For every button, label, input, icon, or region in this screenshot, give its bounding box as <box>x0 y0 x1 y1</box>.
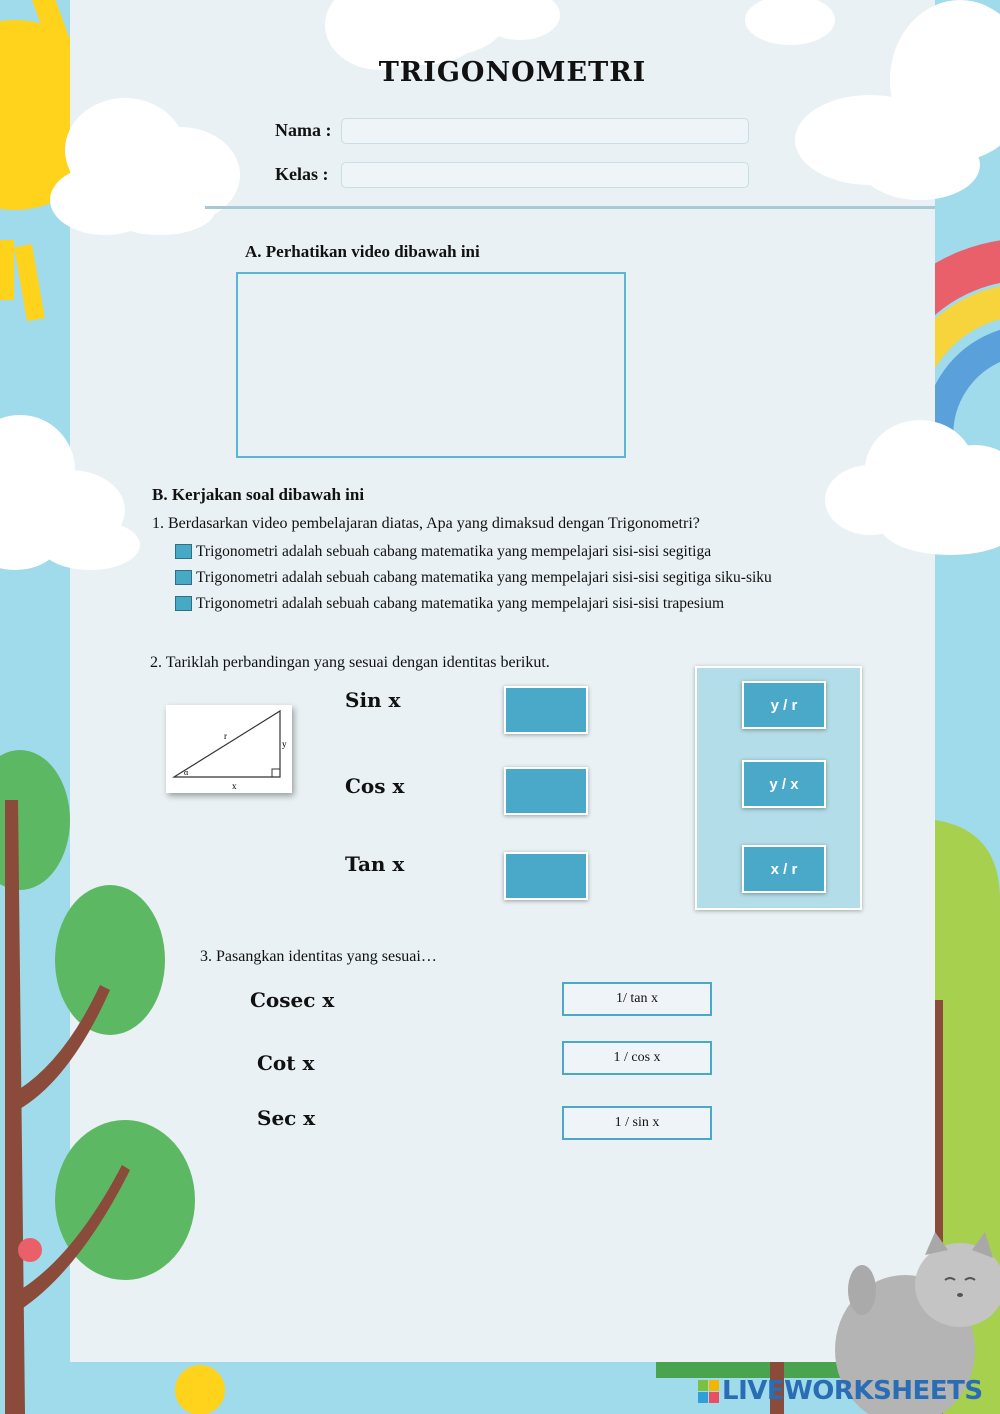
name-input[interactable] <box>341 118 749 144</box>
option-2-checkbox[interactable] <box>175 570 192 585</box>
angle-label: α <box>184 768 189 777</box>
question-1-text: 1. Berdasarkan video pembelajaran diatas, Apa yang dimaksud dengan Trigonometri? <box>152 515 700 532</box>
class-label: Kelas : <box>275 164 329 184</box>
tan-label: Tan x <box>345 852 405 876</box>
match-option-3-sin[interactable]: 1 / sin x <box>562 1106 712 1140</box>
question-3-text: 3. Pasangkan identitas yang sesuai… <box>200 948 437 965</box>
sec-label: Sec x <box>257 1106 316 1130</box>
tree-icon <box>0 750 225 1414</box>
triangle-image <box>166 705 292 793</box>
option-1-checkbox[interactable] <box>175 544 192 559</box>
cos-label: Cos x <box>345 774 405 798</box>
opp-label: y <box>282 739 287 749</box>
cos-drop-target[interactable] <box>504 767 588 815</box>
cosec-label: Cosec x <box>250 988 335 1012</box>
sin-label: Sin x <box>345 688 401 712</box>
option-1-label: Trigonometri adalah sebuah cabang matematika yang mempelajari sisi-sisi segitiga <box>196 543 712 560</box>
sin-drop-target[interactable] <box>504 686 588 734</box>
cot-label: Cot x <box>257 1051 315 1075</box>
cloud-icon <box>0 415 140 570</box>
page-title: TRIGONOMETRI <box>378 57 647 88</box>
liveworksheets-logo-icon <box>698 1380 720 1404</box>
class-input[interactable] <box>341 162 749 188</box>
option-3-label: Trigonometri adalah sebuah cabang matematika yang mempelajari sisi-sisi trapesium <box>196 595 725 612</box>
adj-label: x <box>232 781 237 791</box>
tan-drop-target[interactable] <box>504 852 588 900</box>
section-a-heading: A. Perhatikan video dibawah ini <box>245 242 480 261</box>
option-3-checkbox[interactable] <box>175 596 192 611</box>
name-label: Nama : <box>275 120 332 140</box>
cloud-icon <box>825 420 1000 555</box>
header-divider <box>205 206 935 209</box>
match-option-2-cos[interactable]: 1 / cos x <box>562 1041 712 1075</box>
answer-x-over-r[interactable]: x / r <box>742 845 826 893</box>
cloud-icon <box>745 0 1000 200</box>
video-frame[interactable] <box>236 272 626 458</box>
cloud-icon <box>50 98 240 235</box>
answer-y-over-x[interactable]: y / x <box>742 760 826 808</box>
question-2-text: 2. Tariklah perbandingan yang sesuai dengan identitas berikut. <box>150 654 550 671</box>
watermark-text: LIVEWORKSHEETS <box>722 1376 983 1406</box>
section-b-heading: B. Kerjakan soal dibawah ini <box>152 485 365 504</box>
hyp-label: r <box>224 731 227 741</box>
option-2-label: Trigonometri adalah sebuah cabang matematika yang mempelajari sisi-sisi segitiga siku-siku <box>196 569 772 586</box>
answer-y-over-r[interactable]: y / r <box>742 681 826 729</box>
match-option-1-tan[interactable]: 1/ tan x <box>562 982 712 1016</box>
right-triangle-icon <box>166 705 292 793</box>
